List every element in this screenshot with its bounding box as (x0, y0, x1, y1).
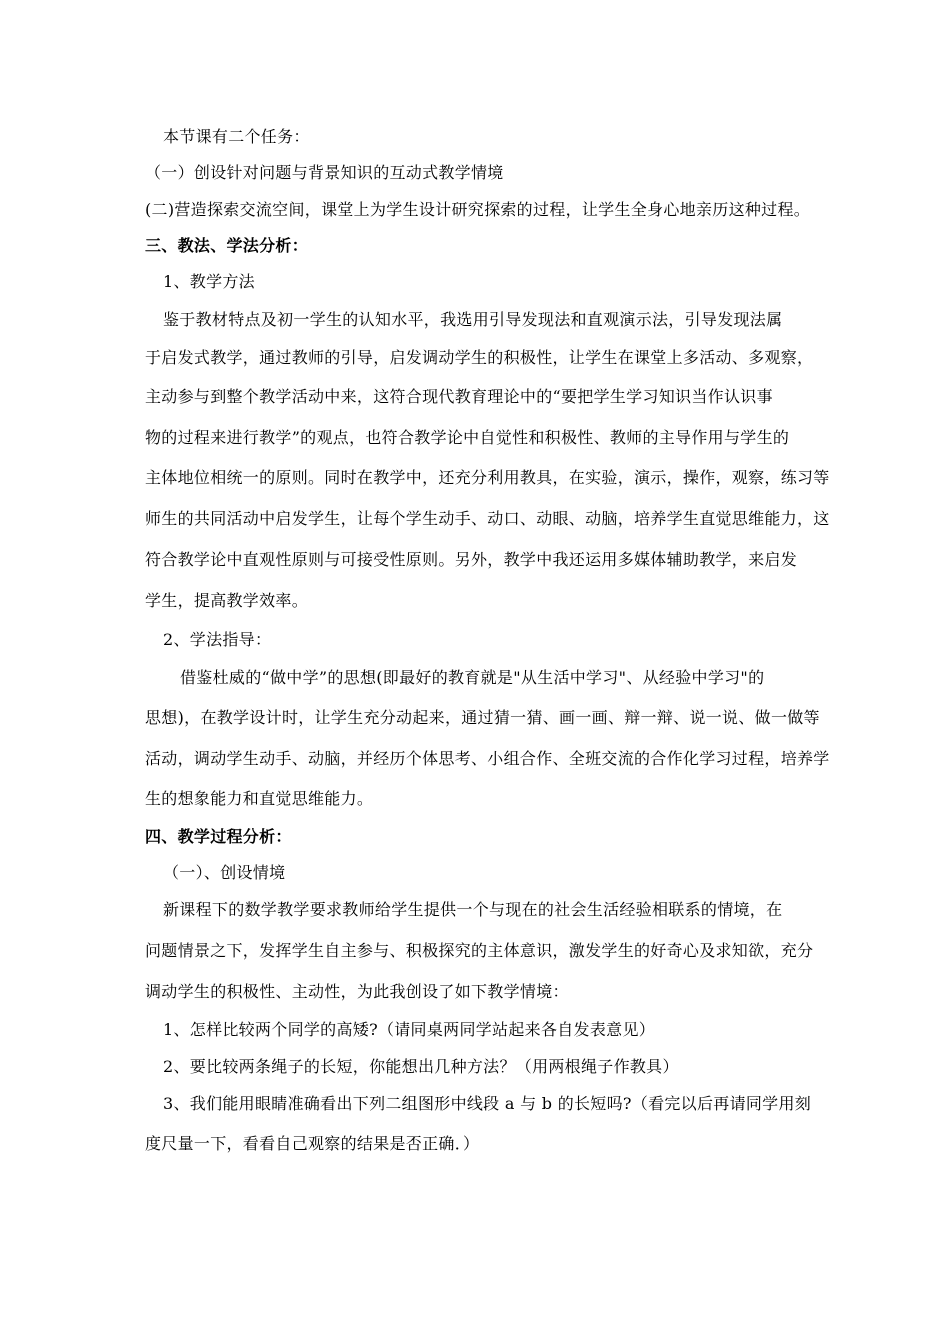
method-paragraph-line: 于启发式教学，通过教师的引导，启发调动学生的积极性，让学生在课堂上多活动、多观察， (145, 348, 814, 367)
situation-paragraph-line: 问题情景之下，发挥学生自主参与、积极探究的主体意识，激发学生的好奇心及求知欲，充分 (145, 941, 814, 960)
question-three-line: 度尺量一下，看看自己观察的结果是否正确．） (145, 1134, 480, 1153)
section-four-heading: 四、教学过程分析： (145, 827, 292, 846)
method-paragraph-line: 师生的共同活动中启发学生，让每个学生动手、动口、动眼、动脑，培养学生直觉思维能力，这 (145, 509, 830, 528)
method-paragraph-line: 学生，提高教学效率。 (145, 591, 309, 610)
question-two: 2、要比较两条绳子的长短，你能想出几种方法？（用两根绳子作教具） (163, 1057, 679, 1076)
study-paragraph-line: 活动，调动学生动手、动脑，并经历个体思考、小组合作、全班交流的合作化学习过程，培养学 (145, 749, 830, 768)
method-paragraph-line: 鉴于教材特点及初一学生的认知水平，我选用引导发现法和直观演示法，引导发现法属 (163, 310, 783, 329)
method-paragraph-line: 物的过程来进行教学”的观点，也符合教学论中自觉性和积极性、教师的主导作用与学生的 (145, 428, 790, 447)
method-paragraph-line: 主体地位相统一的原则。同时在教学中，还充分利用教具，在实验，演示，操作，观察，练习等 (145, 468, 830, 487)
teaching-method-heading: 1、教学方法 (163, 272, 255, 291)
task-one: （一）创设针对问题与背景知识的互动式教学情境 (145, 163, 504, 182)
method-paragraph-line: 主动参与到整个教学活动中来，这符合现代教育理论中的“要把学生学习知识当作认识事 (145, 387, 773, 406)
question-one: 1、怎样比较两个同学的高矮?（请同桌两同学站起来各自发表意见） (163, 1020, 656, 1039)
method-paragraph-line: 符合教学论中直观性原则与可接受性原则。另外，教学中我还运用多媒体辅助教学，来启发 (145, 550, 798, 569)
task-two: (二)营造探索交流空间，课堂上为学生设计研究探索的过程，让学生全身心地亲历这种过程。 (145, 200, 811, 219)
create-situation-heading: （一）、创设情境 (163, 863, 286, 882)
study-guidance-heading: 2、学法指导： (163, 630, 272, 649)
intro-text: 本节课有二个任务： (163, 127, 310, 146)
section-three-heading: 三、教法、学法分析： (145, 236, 309, 255)
study-paragraph-line: 生的想象能力和直觉思维能力。 (145, 789, 374, 808)
study-paragraph-line: 借鉴杜威的“做中学”的思想(即最好的教育就是"从生活中学习"、从经验中学习"的 (180, 668, 765, 687)
situation-paragraph-line: 调动学生的积极性、主动性，为此我创设了如下教学情境： (145, 982, 569, 1001)
study-paragraph-line: 思想)，在教学设计时，让学生充分动起来，通过猜一猜、画一画、辩一辩、说一说、做一做等 (145, 708, 820, 727)
question-three-line: 3、我们能用眼睛准确看出下列二组图形中线段 a 与 b 的长短吗?（看完以后再请同学用刻 (163, 1094, 812, 1113)
situation-paragraph-line: 新课程下的数学教学要求教师给学生提供一个与现在的社会生活经验相联系的情境，在 (163, 900, 783, 919)
